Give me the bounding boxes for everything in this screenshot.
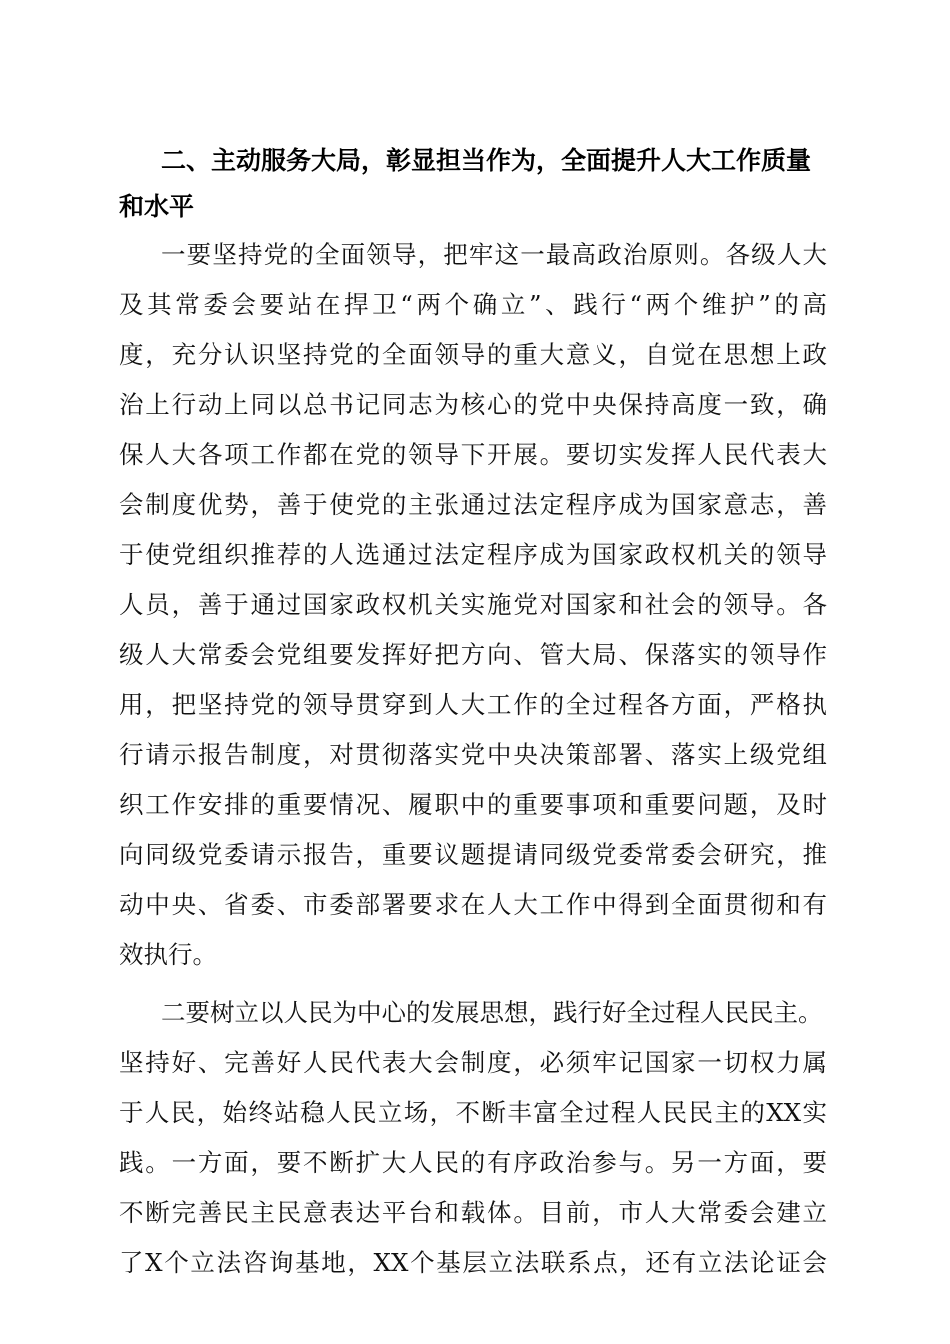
paragraph-line: 行请示报告制度，对贯彻落实党中央决策部署、落实上级党组 <box>119 740 827 769</box>
paragraph-line: 及其常委会要站在捍卫“两个确立”、践行“两个维护”的高 <box>119 290 827 319</box>
paragraph-line: 度，充分认识坚持党的全面领导的重大意义，自觉在思想上政 <box>119 340 827 369</box>
paragraph-line: 了X个立法咨询基地，XX个基层立法联系点，还有立法论证会 <box>119 1248 827 1277</box>
paragraph-line: 一要坚持党的全面领导，把牢这一最高政治原则。各级人大 <box>161 240 827 269</box>
paragraph-line: 级人大常委会党组要发挥好把方向、管大局、保落实的领导作 <box>119 640 827 669</box>
paragraph-line: 人员，善于通过国家政权机关实施党对国家和社会的领导。各 <box>119 590 827 619</box>
paragraph-line: 践。一方面，要不断扩大人民的有序政治参与。另一方面，要 <box>119 1148 827 1177</box>
paragraph-line: 动中央、省委、市委部署要求在人大工作中得到全面贯彻和有 <box>119 890 827 919</box>
paragraph-line: 治上行动上同以总书记同志为核心的党中央保持高度一致，确 <box>119 390 827 419</box>
paragraph-line: 于使党组织推荐的人选通过法定程序成为国家政权机关的领导 <box>119 540 827 569</box>
paragraph-line: 保人大各项工作都在党的领导下开展。要切实发挥人民代表大 <box>119 440 827 469</box>
paragraph-line: 效执行。 <box>119 940 217 969</box>
paragraph-line: 用，把坚持党的领导贯穿到人大工作的全过程各方面，严格执 <box>119 690 827 719</box>
paragraph-line: 于人民，始终站稳人民立场，不断丰富全过程人民民主的XX实 <box>119 1098 827 1127</box>
section-heading-line-2: 和水平 <box>119 192 195 221</box>
paragraph-line: 二要树立以人民为中心的发展思想，践行好全过程人民民主。 <box>161 998 823 1027</box>
document-body <box>119 138 827 1288</box>
paragraph-line: 坚持好、完善好人民代表大会制度，必须牢记国家一切权力属 <box>119 1048 827 1077</box>
section-heading-line-1: 二、主动服务大局，彰显担当作为，全面提升人大工作质量 <box>161 146 812 175</box>
paragraph-line: 不断完善民主民意表达平台和载体。目前，市人大常委会建立 <box>119 1198 827 1227</box>
paragraph-line: 会制度优势，善于使党的主张通过法定程序成为国家意志，善 <box>119 490 827 519</box>
paragraph-line: 织工作安排的重要情况、履职中的重要事项和重要问题，及时 <box>119 790 827 819</box>
paragraph-gap <box>119 980 827 988</box>
paragraph-1 <box>119 230 827 980</box>
paragraph-line: 向同级党委请示报告，重要议题提请同级党委常委会研究，推 <box>119 840 827 869</box>
paragraph-2 <box>119 988 827 1288</box>
